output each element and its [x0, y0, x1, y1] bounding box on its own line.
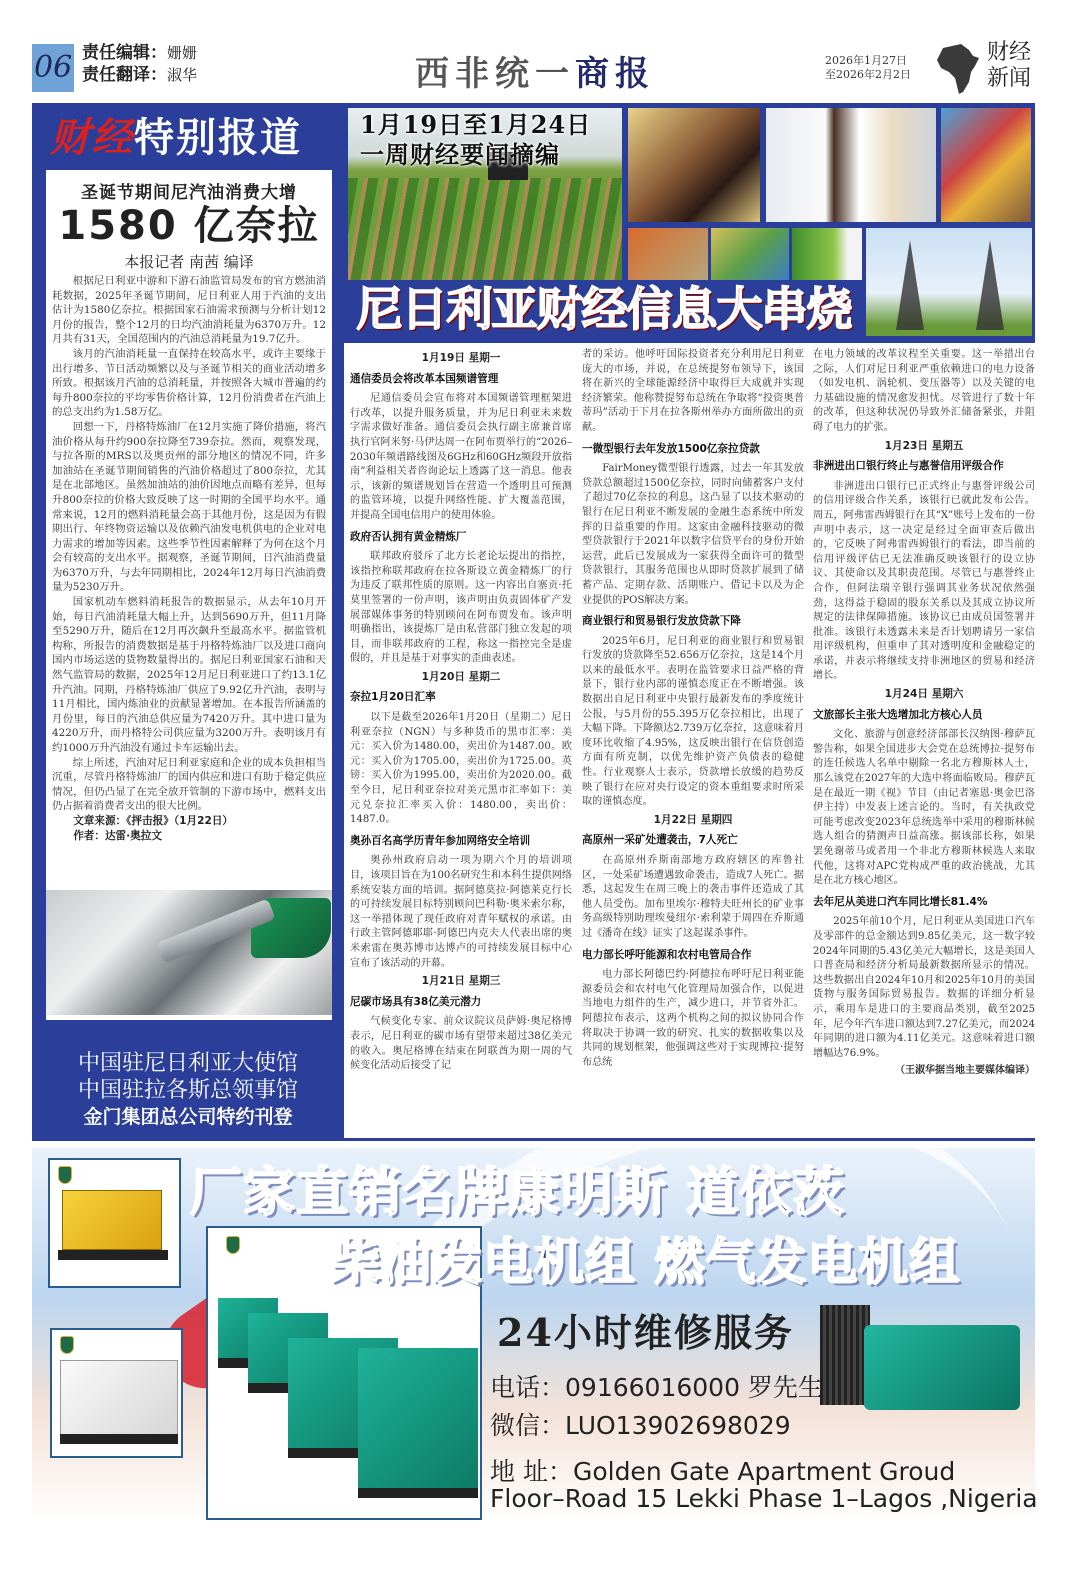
- brand-logo-icon: [58, 1166, 72, 1184]
- date-heading: 1月22日 星期四: [653, 813, 733, 826]
- date-to: 至2026年2月2日: [825, 68, 911, 81]
- news-headline: 文旅部长主张大选增加北方核心人员: [813, 708, 983, 721]
- date-from: 2026年1月27日: [825, 54, 907, 67]
- doctor-photo: [766, 108, 936, 222]
- banana-photo: [792, 228, 862, 280]
- article-paragraph: 该月的汽油消耗量一直保持在较高水平，或许主要缘于出行增多、节日活动频繁以及与圣诞节相关的商业活动增多所致。根据该月汽油的总消耗量，并按照各大城市普遍的约每升800奈拉的平均零售价格计算，12月份消费者在汽油上的总支出约为1.58万亿。: [52, 347, 326, 419]
- news-column-1: [350, 348, 572, 1076]
- article-paragraph: 综上所述，汽油对尼日利亚家庭和企业的成本负担相当沉重，尽管丹格特炼油厂的国内供应和进口有助于稳定供应情况，但仍凸显了在完全放开管制的下游市场中，燃料支出仍占据着消费者支出的很大比例。: [52, 756, 326, 813]
- ad-service-text: 24小时维修服务: [497, 1310, 794, 1355]
- date-heading: 1月19日 星期一: [421, 352, 501, 364]
- news-paragraph: 2025年前10个月，尼日利亚从美国进口汽车及零部件的总金额达到9.85亿美元，这一数字较2024年同期的5.43亿美元大幅增长，这是美国人口普查局和经济分析局最新数据所显示的情况。这些数据出自2024年10月和2025年10月的美国货物与服务国际贸易报告。数据的详细分析显示，乘用车是进口的主要商品类别，截至2025年，尼今年汽车进口额达到7.27亿美元，而2024年同期的进口额为4.11亿美元。这意味着进口额增幅达76.9%。: [813, 916, 1035, 1059]
- news-paragraph: 文化、旅游与创意经济部部长汉纳图·穆萨瓦警告称，如果全国进步大会党在总统博拉·提努布的连任候选人名单中剔除一名北方穆斯林人士，那么该党在2027年的大选中将面临败局。穆萨瓦是在最近一期《视》节目（由记者塞恩·奥金巴洛伊主持）中发表上述言论的。当时，有关执政党可能考虑改变2023年总统选举中采用的穆斯林候选人组合的猜测声日益高涨。据该部长称，如果罢免谢蒂马或者用一个非北方穆斯林候选人来取代他，这将对APC党构成严重的政治挑战，尤其是在北方核心地区。: [813, 729, 1035, 887]
- news-paragraph: 奥孙州政府启动一项为期六个月的培训项目，该项目旨在为100名研究生和本科生提供网络系统安装方面的培训。据阿德莫拉·阿德莱克行长的可持续发展目标特别顾问巴科勒·奥米索尔称，这一举措体现了现任政府对青年赋权的承诺。由行政主管阿德耶耶·阿德巴内克夫人代表出席的奥米索雷在奥苏博市达博卢的可持续发展目标中心宣布了该活动的开幕。: [350, 855, 572, 969]
- date-heading: 1月20日 星期二: [421, 670, 501, 683]
- editor-credits: [82, 42, 197, 86]
- banner-title: 1月19日至1月24日 一周财经要闻摘编: [360, 110, 592, 169]
- news-headline: 非洲进出口银行终止与惠誉信用评级合作: [813, 460, 1004, 473]
- sponsor-block: [32, 1050, 344, 1130]
- ad-address-line-2: Floor–Road 15 Lekki Phase 1–Lagos ,Nigeria: [490, 1484, 1038, 1513]
- special-report-label: 财经特别报道: [50, 114, 302, 161]
- news-column-3: [813, 348, 1035, 1079]
- news-paragraph: 联邦政府驳斥了北方长老论坛提出的指控，该指控称联邦政府在拉各斯设立黄金精炼厂的行为违反了联邦性质的原则。这一内容出自塞贡·托莫里签署的一份声明，该声明由负责固体矿产发展部媒体事务的特别顾问在阿布贾发布。该声明明确指出，该提炼厂是由私营部门独立发起的项目，而非联邦政府的工程，称这一指控完全是虚假的，并且是基于对事实的歪曲表述。: [350, 551, 572, 665]
- news-headline: 去年尼从美进口汽车同比增长81.4%: [813, 895, 988, 908]
- news-paragraph: 在高原州乔斯南部地方政府辖区的库鲁社区，一处采矿场遭遇致命袭击，造成7人死亡。据悉，这起发生在周三晚上的袭击事件还造成了其他人员受伤。加布里埃尔·穆特夫旺州长的矿业事务高级特别助理埃曼纽尔·索利蒙于周四在乔斯通过《潘奇在线》证实了这起谋杀事件。: [582, 855, 804, 939]
- translator-name: 淑华: [167, 66, 198, 84]
- news-column-2: [582, 348, 804, 1072]
- editor-label: 责任编辑：: [82, 43, 167, 63]
- yellow-trailer-generator: [48, 1158, 181, 1288]
- news-paragraph: 2025年6月，尼日利亚的商业银行和贸易银行发放的贷款降至52.656万亿奈拉，这是14个月以来的最低水平。表明在监管要求日益严格的背景下，银行业内部的谨慎态度正在不断增强。该数据出自尼日利亚中央银行最新发布的季度统计公报，与5月份的55.395万亿奈拉相比，出现了大幅下降。下降额达2.739万亿奈拉，这意味着月度环比收缩了4.95%，这反映出银行在信贷创造方面有所克制，以优先维护资产负债表的稳健性。行业观察人士表示，贷款增长放缓的趋势反映了银行在应对央行设定的资本重组要求时所采取的谨慎态度。: [582, 635, 804, 808]
- power-pylon-photo: [866, 228, 1032, 336]
- article-body: [52, 274, 326, 814]
- article-paragraph: 回想一下，丹格特炼油厂在12月实施了降价措施，将汽油价格从每升约900奈拉降至739奈拉。然而，观察发现，与拉各斯的MRS以及奥贡州的部分地区的情况不同，许多加油站在圣诞节期间销售的汽油价格超过了800奈拉，尤其是在北部地区。虽然加油站的油价因地点而略有差异，但每升800奈拉的价格大致反映了这一时期的全国平均水平。通常来说，12月的燃料消耗量会高于其他月份，这是因为有假期出行、年终物资运输以及依赖汽油发电机供电的企业对电力需求的增加等因素。这些季节性因素解释了为何在这个月会有较高的支出水平。据观察，圣诞节期间，日汽油消费量为6370万升，与去年同期相比，2024年12月每日汽油消费量为5230万升。: [52, 420, 326, 594]
- news-headline: 奥孙百名高学历青年参加网络安全培训: [350, 834, 531, 847]
- news-paragraph: FairMoney微型银行透露，过去一年其发放贷款总额超过1500亿奈拉，同时向储蓄客户支付了超过70亿奈拉的利息，这凸显了以技术驱动的银行在尼日利亚不断发展的金融生态系统中所发挥的日益重要的作用。这家由金融科技驱动的微型贷款银行于2021年以数字信贷平台的身份开始运营，此后已发展成为一家获得全面许可的微型贷款银行，其服务范围也从即时贷款扩展到了储蓄产品、定期存款、活期账户、借记卡以及为企业提供的POS解决方案。: [582, 463, 804, 606]
- article-subhead: 圣诞节期间尼汽油消费大增: [81, 183, 297, 203]
- section-label: 财经 新闻: [987, 40, 1032, 91]
- news-headline: 一微型银行去年发放1500亿奈拉贷款: [582, 442, 760, 455]
- sponsor-line-3: 金门集团总公司特约刊登: [83, 1106, 293, 1128]
- news-headline: 电力部长呼吁能源和农村电管局合作: [582, 948, 752, 961]
- phone-number[interactable]: 09166016000 罗先生: [565, 1373, 823, 1402]
- translator-label: 责任翻译：: [82, 65, 167, 85]
- ad-phone: 电话：09166016000 罗先生: [490, 1373, 823, 1402]
- article-byline: 本报记者 南茜 编译: [124, 253, 254, 271]
- compiler-credit: （王淑华据当地主要媒体编译）: [895, 1065, 1035, 1077]
- students-photo: [628, 108, 760, 222]
- map-photo: [711, 228, 789, 280]
- news-paragraph: 以下是截至2026年1月20日（星期二）尼日利亚奈拉（NGN）与多种货币的黑市汇率：美元：买入价为1480.00，卖出价为1487.00。欧元：买入价为1705.00，卖出价为1725.00。英镑：买入价为1995.00，卖出价为2020.00。截至今日，尼日利亚奈拉对美元黑市汇率如下：美元兑奈拉汇率买入价：1480.00，卖出价：1487.0。: [350, 712, 572, 826]
- page-header: [0, 0, 1080, 100]
- sponsor-line-2: 中国驻拉各斯总领事馆: [77, 1078, 298, 1103]
- news-paragraph: 非洲进出口银行已正式终止与惠誉评级公司的信用评级合作关系，该银行已就此发布公告。周五，阿弗雷西姆银行在其“X”账号上发布的一份声明中表示，这一决定是经过全面审查后做出的，它反映了阿弗雷西姆银行的看法，即当前的信用评级评估已无法准确反映该银行的设立协议、其使命以及其职责范围。尽管已与惠誉终止合作，但阿法瑞辛银行强调其业务状况依然强劲，这得益于稳固的股东关系以及其成立协议所规定的法律保障措施。该协议已由成员国签署并批准。该银行未透露未来是否计划聘请另一家信用评级机构，但重申了其对透明度和金融稳定的承诺，并表示将继续支持非洲地区的贸易和经济增长。: [813, 480, 1035, 682]
- newspaper-masthead: 西非统一商报: [415, 54, 655, 94]
- wechat-id: LUO13902698029: [565, 1411, 791, 1440]
- issue-dates: [825, 54, 911, 82]
- ad-address-line-1: 地 址：Golden Gate Apartment Groud: [490, 1457, 956, 1486]
- ad-headline-1: 厂家直销名牌康明斯 道依茨: [190, 1163, 846, 1223]
- article-paragraph: 根据尼日利亚中游和下游石油监管局发布的官方燃油消耗数据，2025年圣诞节期间，尼日利亚人用于汽油的支出估计为1580亿奈拉。根据国家石油需求预测与分析计划12月份的报告，整个12月的日均汽油消耗量为6370万升。12月共有31天，全国范围内的汽油总消耗量为19.7亿升。: [52, 275, 326, 346]
- news-headline: 通信委员会将改革本国频谱管理: [350, 372, 499, 385]
- brand-logo-icon: [226, 1236, 240, 1254]
- news-headline: 商业银行和贸易银行发放贷款下降: [582, 615, 741, 628]
- ad-wechat: 微信：LUO13902698029: [490, 1411, 791, 1440]
- banner-red-title: 尼日利亚财经信息大串烧: [356, 282, 852, 336]
- white-silent-generator: [50, 1328, 183, 1458]
- page-number: 06: [32, 44, 74, 92]
- news-paragraph: 电力部长阿德巴约·阿德拉布呼吁尼日利亚能源委员会和农村电气化管理局加强合作，以促进当地电力组件的生产，减少进口，并节省外汇。阿德拉布表示，这两个机构之间的拟议协同合作将取决于协调一致的研究、扎实的数据收集以及共同的规划框架，他强调这些对于实现博拉·提努布总统: [582, 969, 804, 1068]
- fuel-nozzle-photo: [46, 890, 332, 1015]
- editor-name: 姗姗: [167, 44, 198, 62]
- article-headline: 1580 亿奈拉: [58, 203, 320, 249]
- sponsor-line-1: 中国驻尼日利亚大使馆: [77, 1051, 298, 1076]
- news-paragraph-continued: 者的采访。他呼吁国际投资者充分利用尼日利亚庞大的市场，并说，在总统提努布领导下，该国将在新兴的全球能源经济中取得巨大成就并实现经济繁荣。他称赞提努布总统在争取将“投资奥普蒂玛”活动于下月在拉各斯州举办方面所做出的贡献。: [582, 349, 804, 433]
- news-paragraph: 气候变化专家、前众议院议员萨姆·奥尼格博表示，尼日利亚的碳市场有望带来超过38亿美元的收入。奥尼格博在结束在阿联酋为期一周的气候变化活动后接受了记: [350, 1016, 572, 1072]
- news-paragraph-continued: 在电力领域的改革议程至关重要。这一举措出台之际，人们对尼日利亚严重依赖进口的电力设备（如发电机、涡轮机、变压器等）以及关键的电力基础设施的情况愈发担忧。尽管进行了数十年的改革，但这种状况仍导致外汇储备紧张，并阻碍了电力的扩张。: [813, 349, 1035, 433]
- children-photo: [941, 108, 1031, 222]
- date-heading: 1月23日 星期五: [884, 439, 964, 452]
- date-heading: 1月21日 星期三: [421, 975, 501, 988]
- date-heading: 1月24日 星期六: [884, 688, 964, 701]
- news-headline: 政府否认拥有黄金精炼厂: [350, 530, 467, 543]
- ad-headline-2: 柴油发电机组 燃气发电机组: [330, 1233, 961, 1291]
- article-source: 文章来源：《抨击报》（1月22日）: [73, 814, 234, 827]
- news-headline: 高原州一采矿处遭袭击，7人死亡: [582, 834, 738, 847]
- article-author: 作者：达雷·奥拉文: [73, 829, 162, 842]
- africa-map-icon: [935, 42, 981, 96]
- news-paragraph: 尼通信委员会宣布将对本国频谱管理框架进行改革，以提升服务质量，并为尼日利亚未来数字需求做好准备。通信委员会执行副主席兼首席执行官阿米努·马伊达周一在阿布贾举行的“2026–2030年频谱路线图及6GHz和60GHz频段开放指南”利益相关者咨询论坛上透露了这一消息。他表示，该新的频谱规划旨在营造一个透明且可预测的监管环境，以提升网络性能、扩大覆盖范围，并提高全国电信用户的使用体验。: [350, 393, 572, 521]
- article-paragraph: 国家机动车燃料消耗报告的数据显示，从去年10月开始，每日汽油消耗量大幅上升，达到5690万升，但11月降至5290万升，随后在12月再次飙升至最高水平。据监管机构称，所报告的消费数据是基于丹格特炼油厂以及进口商向国内市场运送的货物数量得出的。据尼日利亚国家石油和天然气监管局的数据，2025年12月尼日利亚进口了约13.1亿升汽油。同期，丹格特炼油厂供应了9.92亿升汽油，表明与11月相比，国内炼油业的贡献显著增加。在本报告所涵盖的月份里，每日的汽油总供应量为7420万升。其中进口量为4220万升，而丹格特公司供应量为3200万升。表明该月有约1000万升汽油没有通过卡车运输出去。: [52, 596, 326, 754]
- news-headline: 尼碳市场具有38亿美元潜力: [350, 995, 482, 1008]
- brand-logo-icon: [60, 1336, 74, 1354]
- machinery-photo: [628, 228, 708, 280]
- news-headline: 奈拉1月20日汇率: [350, 691, 436, 704]
- large-cummins-generator: [820, 1305, 1020, 1420]
